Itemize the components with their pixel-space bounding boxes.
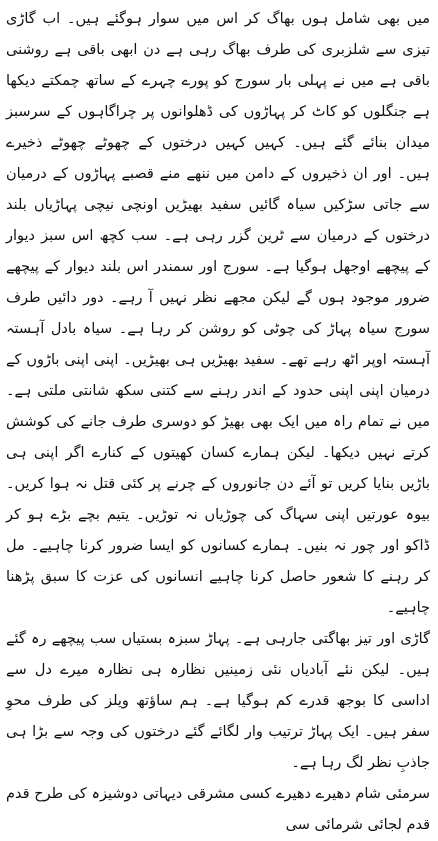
paragraph-2: گاڑی اور تیز بھاگتی جارہی ہے۔ پہاڑ سبزہ بستیاں سب پیچھے رہ گئے ہیں۔ لیکن نئے آبادیاں نئی زمینیں نظارہ ہی نظارہ میرے دل سے اداسی کا بوجھ قدرے کم ہوگیا ہے۔ ہم ساؤتھ ویلز کی طرف محوِ سفر ہیں۔ ایک پہاڑ ترتیب وار لگائے گئے درختوں کی وجہ سے بڑا ہی جاذبِ نظر لگ رہا ہے۔ — [6, 631, 430, 771]
paragraph-3: سرمئی شام دھیرے دھیرے کسی مشرقی دیہاتی دوشیزہ کی طرح قدم قدم لجائی شرمائی سی — [6, 786, 430, 833]
paragraph-1: میں بھی شامل ہوں بھاگ کر اس میں سوار ہوگئے ہیں۔ اب گاڑی تیزی سے شلزبری کی طرف بھاگ رہی ہے دن ابھی باقی ہے روشنی باقی ہے میں نے پہلی بار سورج کو پورے چہرے کے ساتھ چمکتے دیکھا ہے جنگلوں کو کاٹ کر پہاڑوں کی ڈھلوانوں پر چراگاہوں کے سرسبز میدان بنائے گئے ہیں۔ کہیں کہیں درختوں کے چھوٹے چھوٹے ذخیرے ہیں۔ اور ان ذخیروں کے دامن میں ننھے منے قصبے پہاڑوں کے درمیان سے جاتی سڑکیں سیاہ گائیں سفید بھیڑیں اونچی نیچی پہاڑیاں بلند درختوں کے درمیان سے ٹرین گزر رہی ہے۔ سب کچھ اس سبز دیوار کے پیچھے اوجھل ہوگیا ہے۔ سورج اور سمندر اس بلند دیوار کے پیچھے ضرور موجود ہوں گے لیکن مجھے نظر نہیں آ رہے۔ دور دائیں طرف سورج سیاہ پہاڑ کی چوٹی کو روشن کر رہا ہے۔ سیاہ بادل آہستہ آہستہ اوپر اٹھ رہے تھے۔ سفید بھیڑیں ہی بھیڑیں۔ اپنی اپنی باڑوں کے درمیان اپنی اپنی حدود کے اندر رہنے سے کتنی سکھ شانتی ملتی ہے۔ میں نے تمام راہ میں ایک بھی بھیڑ کو دوسری طرف جانے کی کوشش کرتے نہیں دیکھا۔ لیکن ہمارے کسان کھیتوں کے کنارے اگر اپنی ہی باڑیں بنایا کریں تو آئے دن جانوروں کے چرنے پر کئی قتل نہ ہوا کریں۔ بیوہ عورتیں اپنی سہاگ کی چوڑیاں نہ توڑیں۔ یتیم بچے بڑے ہو کر ڈاکو اور چور نہ بنیں۔ ہمارے کسانوں کو ایسا ضرور کرنا چاہیے۔ مل کر رہنے کا شعور حاصل کرنا چاہیے انسانوں کی عزت کا سبق پڑھنا چاہیے۔ — [6, 11, 430, 616]
urdu-text-body — [6, 4, 430, 841]
